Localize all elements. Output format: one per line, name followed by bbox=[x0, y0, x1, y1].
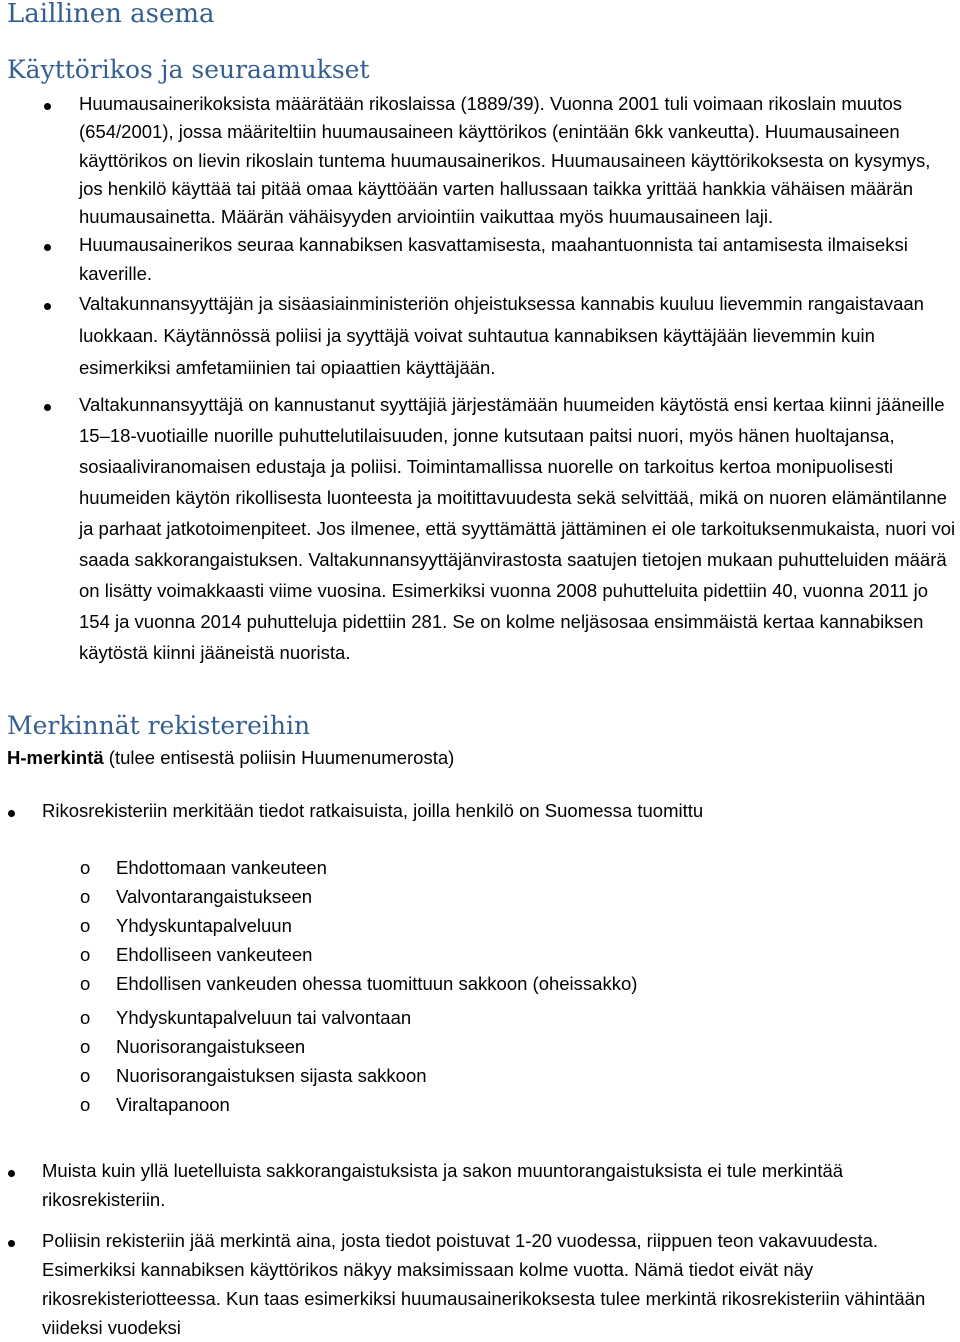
list-item bbox=[0, 231, 960, 288]
rikosrekisteri-intro-list bbox=[0, 796, 960, 825]
list-item-text: Huumausainerikoksista määrätään rikoslaissa (1889/39). Vuonna 2001 tuli voimaan rikoslain muutos (654/2001), jossa määriteltiin huumausaineen käyttörikos (enintään 6kk vankeutta). Huumausaineen käyttörikos on lievin rikoslain tuntema huumausainerikos. Huumausaineen käyttörikoksesta on kysymys, jos henkilö käyttää tai pitää omaa käyttöään varten hallussaan taikka yrittää hankkia vähäisen määrän huumausainetta. Määrän vähäisyyden arviointiin vaikuttaa myös huumausaineen laji. bbox=[79, 93, 931, 228]
sub-list-item: o Ehdolliseen vankeuteen bbox=[0, 940, 960, 969]
rekisteri-note-list-2 bbox=[0, 1226, 960, 1342]
list-item-text: Valtakunnansyyttäjä on kannustanut syyttäjiä järjestämään huumeiden käytöstä ensi kertaa kiinni jääneille 15–18-vuotiaille nuorille puhuttelutilaisuuden, jonne kutsutaan paitsi nuori, myös hänen huoltajansa, sosiaaliviranomaisen edustaja ja poliisi. Toimintamallissa nuorelle on tarkoitus kertoa monipuolisesti huumeiden käytön rikollisesta luonteesta ja moitittavuudesta sekä selvittää, mikä on nuoren elämäntilanne ja parhaat jatkotoimenpiteet. Jos ilmenee, että syyttämättä jättäminen ei ole tarkoituksenmukaista, nuori voi saada sakkorangaistuksen. Valtakunnansyyttäjänvirastosta saatujen tietojen mukaan puhutteluiden määrä on lisätty voimakkaasti viime vuosina. Esimerkiksi vuonna 2008 puhutteluita pidettiin 40, vuonna 2011 jo 154 ja vuonna 2014 puhutteluja pidettiin 281. Se on kolme neljäsosaa ensimmäistä kertaa kannabiksen käytöstä kiinni jääneistä nuorista. bbox=[79, 394, 956, 664]
sub-list-item: o Ehdottomaan vankeuteen bbox=[0, 853, 960, 882]
sub-list-item: o Viraltapanoon bbox=[0, 1090, 960, 1119]
circle-bullet-icon: o bbox=[80, 857, 91, 878]
list-item-text: Valtakunnansyyttäjän ja sisäasiainministeriön ohjeistuksessa kannabis kuuluu lievemmin rangaistavaan luokkaan. Käytännössä poliisi ja syyttäjä voivat suhtautua kannabiksen käyttäjään lievemmin kuin esimerkiksi amfetamiinien tai opiaattien käyttäjään. bbox=[79, 293, 924, 379]
list-item-text: Huumausainerikos seuraa kannabiksen kasvattamisesta, maahantuonnista tai antamisesta ilmaiseksi kaverille. bbox=[79, 234, 908, 284]
list-item bbox=[0, 389, 960, 668]
kayttorikos-list bbox=[0, 90, 960, 668]
list-item bbox=[0, 90, 960, 231]
circle-bullet-icon: o bbox=[80, 1036, 91, 1057]
bullet-icon bbox=[6, 1226, 16, 1255]
sub-list-item: o Yhdyskuntapalveluun tai valvontaan bbox=[0, 1003, 960, 1032]
bullet-icon bbox=[6, 796, 16, 825]
section-heading-merkinnat: Merkinnät rekistereihin bbox=[7, 711, 311, 740]
circle-bullet-icon: o bbox=[80, 1094, 91, 1115]
sub-list-item: o Nuorisorangaistukseen bbox=[0, 1032, 960, 1061]
bullet-icon bbox=[42, 231, 52, 259]
list-item bbox=[0, 796, 960, 825]
bullet-icon bbox=[42, 90, 52, 118]
list-item-text: Rikosrekisteriin merkitään tiedot ratkaisuista, joilla henkilö on Suomessa tuomittu bbox=[42, 800, 704, 821]
bullet-icon bbox=[42, 389, 52, 420]
sub-list-item: o Nuorisorangaistuksen sijasta sakkoon bbox=[0, 1061, 960, 1090]
sub-list-item: o Yhdyskuntapalveluun bbox=[0, 911, 960, 940]
circle-bullet-icon: o bbox=[80, 1007, 91, 1028]
circle-bullet-icon: o bbox=[80, 915, 91, 936]
h-merkinta-label: H-merkintä bbox=[7, 747, 104, 768]
bullet-icon bbox=[42, 288, 52, 320]
circle-bullet-icon: o bbox=[80, 886, 91, 907]
list-item bbox=[0, 288, 960, 384]
circle-bullet-icon: o bbox=[80, 944, 91, 965]
page-title: Laillinen asema bbox=[7, 0, 215, 29]
list-item-text: Muista kuin yllä luetelluista sakkorangaistuksista ja sakon muuntorangaistuksista ei tule merkintää rikosrekisteriin. bbox=[42, 1160, 844, 1210]
circle-bullet-icon: o bbox=[80, 1065, 91, 1086]
sub-list-group-1 bbox=[0, 853, 960, 998]
list-item bbox=[0, 1156, 960, 1214]
circle-bullet-icon: o bbox=[80, 973, 91, 994]
rekisteri-note-list-1 bbox=[0, 1156, 960, 1214]
section-heading-kayttorikos: Käyttörikos ja seuraamukset bbox=[7, 55, 370, 84]
h-merkinta-line bbox=[7, 744, 454, 772]
bullet-icon bbox=[6, 1156, 16, 1185]
sub-list-item: o Valvontarangaistukseen bbox=[0, 882, 960, 911]
list-item bbox=[0, 1226, 960, 1342]
sub-list-group-2 bbox=[0, 1003, 960, 1119]
h-merkinta-note: (tulee entisestä poliisin Huumenumerosta) bbox=[103, 747, 455, 768]
list-item-text: Poliisin rekisteriin jää merkintä aina, josta tiedot poistuvat 1-20 vuodessa, riippuen teon vakavuudesta. Esimerkiksi kannabiksen käyttörikos näkyy maksimissaan kolme vuotta. Nämä tiedot eivät näy rikosrekisteriotteessa. Kun taas esimerkiksi huumausainerikoksesta tulee merkintä rikosrekisteriin vähintään viideksi vuodeksi bbox=[42, 1230, 926, 1338]
sub-list-item: o Ehdollisen vankeuden ohessa tuomittuun sakkoon (oheissakko) bbox=[0, 969, 960, 998]
